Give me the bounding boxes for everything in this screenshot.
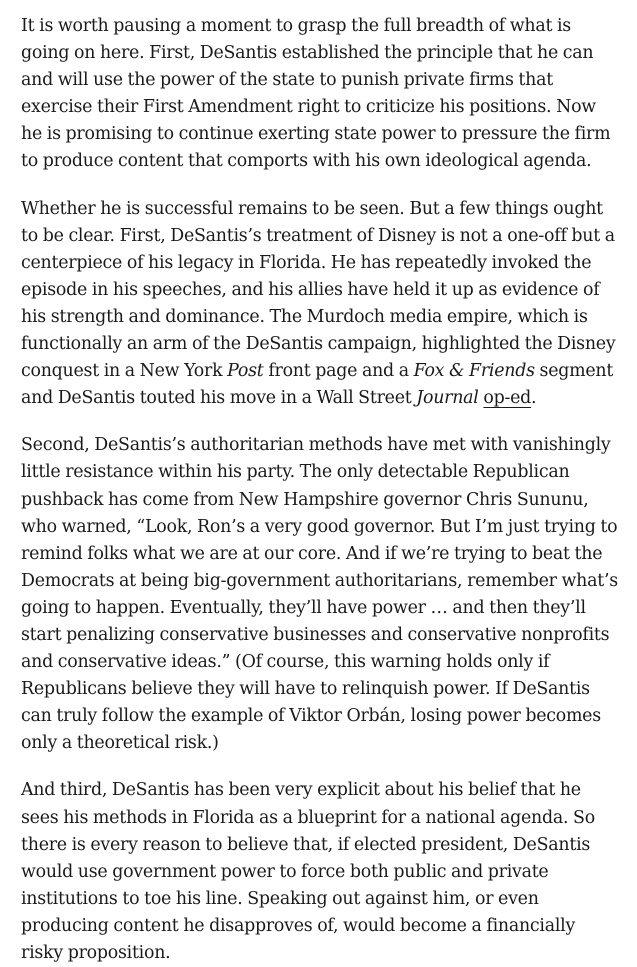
newspaper-post-title: Post — [227, 361, 264, 382]
op-ed-link[interactable]: op-ed — [483, 388, 532, 409]
paragraph-2-text-2: front page and a — [263, 361, 414, 382]
newspaper-journal-title: Journal — [416, 388, 479, 409]
paragraph-2-text-5: . — [531, 388, 537, 409]
paragraph-2 — [21, 196, 621, 413]
tv-show-title: Fox & Friends — [413, 361, 535, 382]
paragraph-1: It is worth pausing a moment to grasp the full breadth of what is going on here. First, DeSantis established the principle that he can and will use the power of the state to punish private firms that exercise their First Amendment right to criticize his positions. Now he is promising to continue exerting state power to pressure the firm to produce content that comports with his own ideological agenda. — [21, 16, 611, 172]
paragraph-3: Second, DeSantis’s authoritarian methods have met with vanishingly little resistance within his party. The only detectable Republican pushback has come from New Hampshire governor Chris Sununu, who warned, “Look, Ron’s a very good governor. But I’m just trying to remind folks what we are at our core. And if we’re trying to beat the Democrats at being big-government authoritarians, remember what’s going to happen. Eventually, they’ll have power … and then they’ll start penalizing conservative businesses and conservative nonprofits and conservative ideas.” (Of course, this warning holds only if Republicans believe they will have to relinquish power. If DeSantis can truly follow the example of Viktor Orbán, losing power becomes only a theoretical risk.) — [21, 435, 618, 754]
paragraph-2-text-3: segment and DeSantis touted his move in a Wall Street — [21, 361, 614, 409]
paragraph-2-text-1: Whether he is successful remains to be seen. But a few things ought to be clear. First, DeSantis’s treatment of Disney is not a one-off but a centerpiece of his legacy in Florida. He has repeatedly invoked the episode in his speeches, and his allies have held it up as evidence of his strength and dominance. The Murdoch media empire, which is functionally an arm of the DeSantis campaign, highlighted the Disney conquest in a New York — [21, 198, 616, 382]
paragraph-4: And third, DeSantis has been very explicit about his belief that he sees his methods in Florida as a blueprint for a national agenda. So there is every reason to believe that, if elected president, DeSantis would use government power to force both public and private institutions to toe his line. Speaking out against him, or even producing content he disapproves of, would become a financially risky proposition. — [21, 780, 595, 963]
